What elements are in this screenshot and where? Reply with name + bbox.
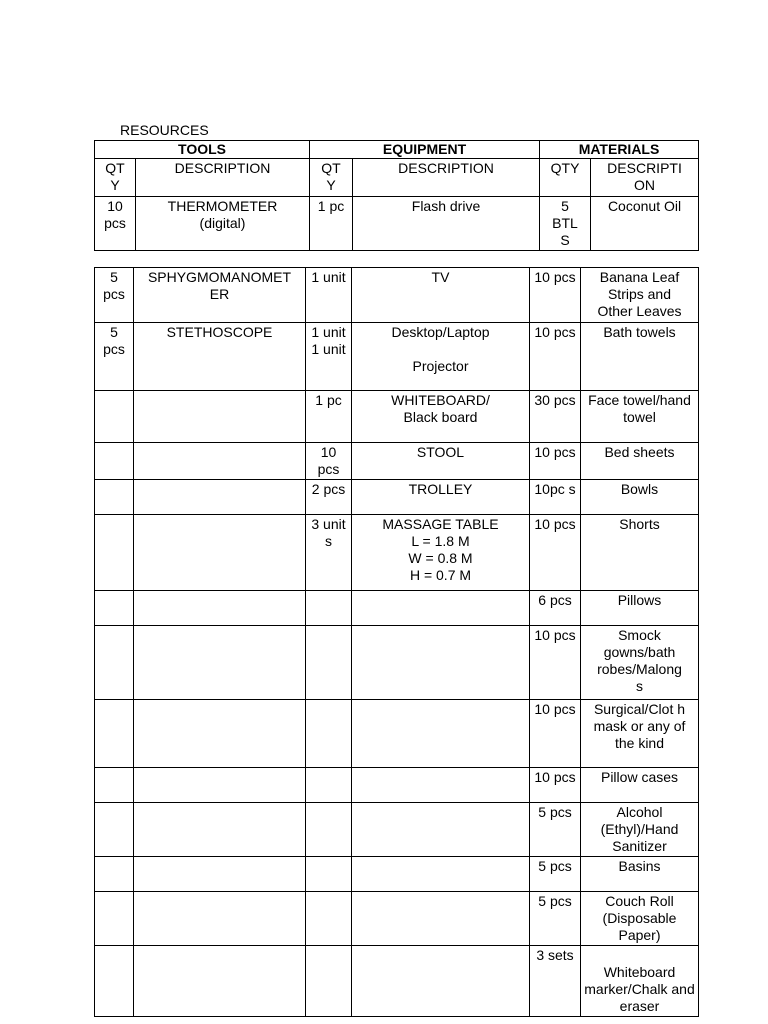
tools-description-cell: [134, 892, 306, 946]
tools-qty-cell: [95, 591, 134, 626]
tools-description-cell: [134, 700, 306, 768]
tools-qty-cell: 5 pcs: [95, 323, 134, 391]
equipment-description-cell: Desktop/Laptop Projector: [352, 323, 530, 391]
equipment-description-header: DESCRIPTION: [353, 159, 540, 197]
materials-description-cell: Pillow cases: [581, 768, 699, 803]
table-row: [95, 323, 699, 391]
equipment-qty-cell: [306, 700, 352, 768]
cell: Coconut Oil: [591, 197, 699, 251]
equipment-qty-cell: [306, 591, 352, 626]
equipment-description-cell: [352, 626, 530, 700]
equipment-description-cell: [352, 700, 530, 768]
table-row: [95, 892, 699, 946]
table-row: [95, 197, 699, 251]
equipment-description-cell: [352, 946, 530, 1017]
tools-description-cell: [134, 443, 306, 480]
tools-description-cell: [134, 515, 306, 591]
tools-qty-cell: [95, 443, 134, 480]
materials-qty-cell: 10pc s: [530, 480, 581, 515]
equipment-qty-cell: [306, 768, 352, 803]
table-row: [95, 480, 699, 515]
equipment-description-cell: [352, 803, 530, 857]
tools-qty-cell: [95, 857, 134, 892]
materials-description-cell: Banana Leaf Strips and Other Leaves: [581, 268, 699, 323]
materials-description-cell: Bowls: [581, 480, 699, 515]
materials-description-cell: Whiteboard marker/Chalk and eraser: [581, 946, 699, 1017]
equipment-description-cell: [352, 768, 530, 803]
equipment-qty-cell: [306, 946, 352, 1017]
equipment-description-cell: [352, 591, 530, 626]
materials-description-cell: Basins: [581, 857, 699, 892]
equipment-qty-cell: 1 unit: [306, 268, 352, 323]
tools-qty-cell: 5 pcs: [95, 268, 134, 323]
tools-description-cell: [134, 768, 306, 803]
table-row: [95, 768, 699, 803]
materials-description-header: DESCRIPTI ON: [591, 159, 699, 197]
materials-qty-cell: 5 pcs: [530, 803, 581, 857]
equipment-description-cell: MASSAGE TABLE L = 1.8 M W = 0.8 M H = 0.7 M: [352, 515, 530, 591]
materials-qty-cell: 10 pcs: [530, 700, 581, 768]
materials-qty-cell: 5 pcs: [530, 857, 581, 892]
cell: THERMOMETER (digital): [136, 197, 310, 251]
table-row: [95, 626, 699, 700]
tools-qty-cell: [95, 626, 134, 700]
tools-description-cell: [134, 626, 306, 700]
materials-qty-cell: 30 pcs: [530, 391, 581, 443]
materials-description-cell: Bath towels: [581, 323, 699, 391]
cell: Flash drive: [353, 197, 540, 251]
resources-header-table: [94, 140, 699, 251]
tools-description-cell: [134, 591, 306, 626]
tools-qty-cell: [95, 768, 134, 803]
materials-qty-header: QTY: [540, 159, 591, 197]
table-row: [95, 700, 699, 768]
tools-description-cell: STETHOSCOPE: [134, 323, 306, 391]
materials-qty-cell: 5 pcs: [530, 892, 581, 946]
table-row: [95, 946, 699, 1017]
materials-description-cell: Smock gowns/bath robes/Malong s: [581, 626, 699, 700]
tools-description-cell: SPHYGMOMANOMET ER: [134, 268, 306, 323]
table-row: [95, 591, 699, 626]
equipment-qty-cell: 3 unit s: [306, 515, 352, 591]
materials-description-cell: Bed sheets: [581, 443, 699, 480]
tools-qty-cell: [95, 892, 134, 946]
equipment-description-cell: WHITEBOARD/ Black board: [352, 391, 530, 443]
materials-qty-cell: 10 pcs: [530, 515, 581, 591]
equipment-description-cell: STOOL: [352, 443, 530, 480]
tools-description-header: DESCRIPTION: [136, 159, 310, 197]
materials-header: MATERIALS: [540, 141, 699, 159]
equipment-header: EQUIPMENT: [310, 141, 540, 159]
tools-description-cell: [134, 391, 306, 443]
tools-qty-header: QT Y: [95, 159, 136, 197]
resources-list-table: [94, 267, 699, 1017]
equipment-qty-cell: 1 unit 1 unit: [306, 323, 352, 391]
cell: 1 pc: [310, 197, 353, 251]
materials-qty-cell: 3 sets: [530, 946, 581, 1017]
tools-qty-cell: [95, 803, 134, 857]
sub-header-row: [95, 159, 699, 197]
equipment-description-cell: TROLLEY: [352, 480, 530, 515]
materials-qty-cell: 10 pcs: [530, 268, 581, 323]
table-row: [95, 268, 699, 323]
tools-header: TOOLS: [95, 141, 310, 159]
tools-description-cell: [134, 946, 306, 1017]
equipment-qty-cell: 1 pc: [306, 391, 352, 443]
materials-qty-cell: 10 pcs: [530, 443, 581, 480]
table-row: [95, 515, 699, 591]
table-row: [95, 857, 699, 892]
materials-description-cell: Face towel/hand towel: [581, 391, 699, 443]
materials-qty-cell: 10 pcs: [530, 323, 581, 391]
equipment-qty-cell: [306, 803, 352, 857]
equipment-qty-cell: [306, 626, 352, 700]
resources-title: RESOURCES: [120, 122, 209, 138]
equipment-qty-header: QT Y: [310, 159, 353, 197]
tools-qty-cell: [95, 480, 134, 515]
equipment-description-cell: TV: [352, 268, 530, 323]
tools-qty-cell: [95, 515, 134, 591]
group-header-row: [95, 141, 699, 159]
equipment-description-cell: [352, 857, 530, 892]
table-row: [95, 803, 699, 857]
materials-description-cell: Couch Roll (Disposable Paper): [581, 892, 699, 946]
materials-description-cell: Shorts: [581, 515, 699, 591]
tools-qty-cell: [95, 700, 134, 768]
cell: 5 BTL S: [540, 197, 591, 251]
equipment-qty-cell: [306, 892, 352, 946]
tools-qty-cell: [95, 946, 134, 1017]
materials-qty-cell: 10 pcs: [530, 626, 581, 700]
materials-qty-cell: 10 pcs: [530, 768, 581, 803]
tools-qty-cell: [95, 391, 134, 443]
materials-description-cell: Pillows: [581, 591, 699, 626]
tools-description-cell: [134, 803, 306, 857]
tools-description-cell: [134, 480, 306, 515]
equipment-qty-cell: 10 pcs: [306, 443, 352, 480]
cell: 10 pcs: [95, 197, 136, 251]
table-row: [95, 443, 699, 480]
equipment-description-cell: [352, 892, 530, 946]
tools-description-cell: [134, 857, 306, 892]
table-row: [95, 391, 699, 443]
equipment-qty-cell: 2 pcs: [306, 480, 352, 515]
equipment-qty-cell: [306, 857, 352, 892]
materials-description-cell: Surgical/Clot h mask or any of the kind: [581, 700, 699, 768]
materials-description-cell: Alcohol (Ethyl)/Hand Sanitizer: [581, 803, 699, 857]
materials-qty-cell: 6 pcs: [530, 591, 581, 626]
